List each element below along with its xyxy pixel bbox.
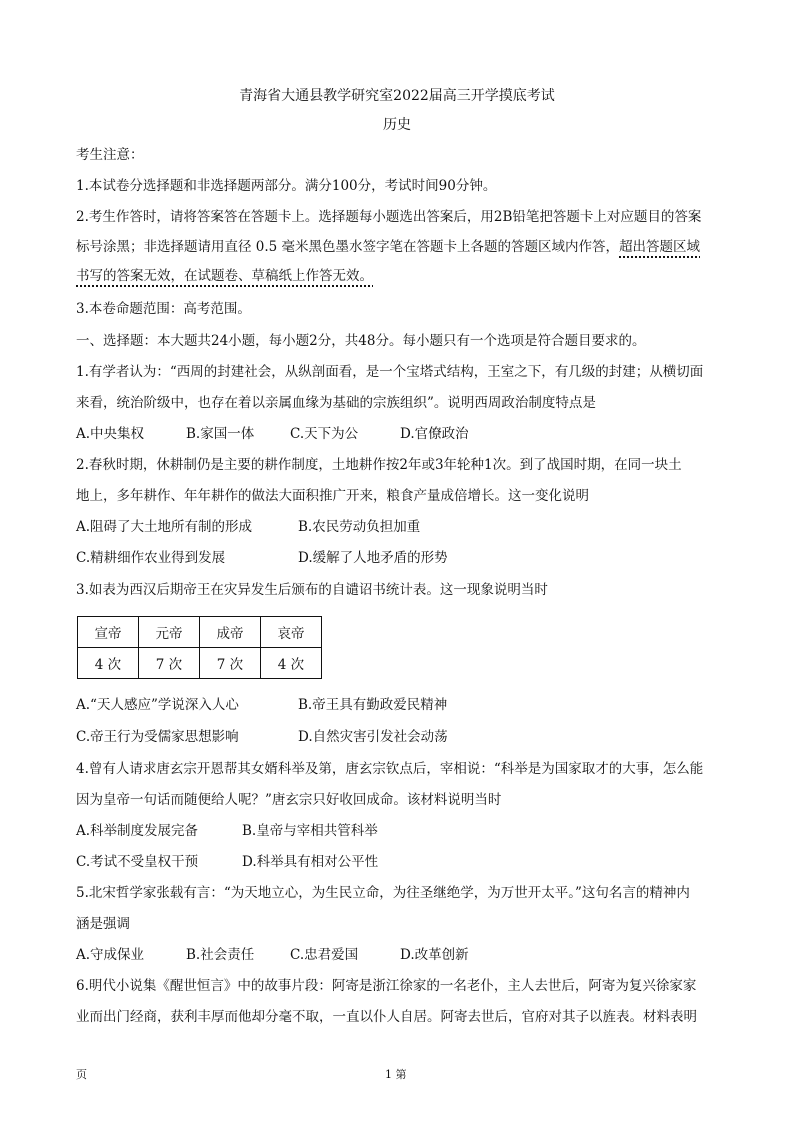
option-a: A.守成保业	[76, 947, 145, 963]
question-stem: 5.北宋哲学家张载有言：“为天地立心，为生民立命，为往圣继绝学，为万世开太平。”这句名言的精神内	[76, 885, 690, 901]
option-b: B.家国一体	[186, 426, 255, 442]
question-stem: 因为皇帝一句话而随便给人呢？”唐玄宗只好收回成命。该材料说明当时	[76, 792, 502, 808]
option-c: C.天下为公	[290, 426, 359, 442]
notice-item: 3.本卷命题范围：高考范围。	[76, 301, 251, 317]
option-c: C.帝王行为受儒家思想影响	[76, 729, 239, 745]
option-d: D.缓解了人地矛盾的形势	[298, 550, 448, 566]
table-header-cell: 哀帝	[261, 617, 322, 648]
question-options	[76, 696, 447, 714]
notice-heading: 考生注意：	[76, 147, 144, 163]
table-cell: 7 次	[200, 648, 261, 679]
subject-title: 历史	[383, 117, 411, 133]
question-options	[76, 853, 378, 871]
notice-item: 2.考生作答时，请将答案答在答题卡上。选择题每小题选出答案后，用2B铅笔把答题卡上对应题目的答案	[76, 209, 702, 225]
question-options	[76, 549, 448, 567]
option-a: A.中央集权	[76, 426, 145, 442]
option-c: C.精耕细作农业得到发展	[76, 550, 226, 566]
notice-item	[76, 238, 700, 256]
option-b: B.农民劳动负担加重	[298, 519, 421, 535]
table-cell: 7 次	[139, 648, 200, 679]
option-d: D.改革创新	[400, 947, 469, 963]
option-b: B.帝王具有勤政爱民精神	[298, 697, 448, 713]
emphasis-text: 超出答题区域	[619, 239, 701, 255]
option-b: B.皇帝与宰相共管科举	[242, 823, 378, 839]
question-options	[76, 728, 448, 746]
option-c: C.忠君爱国	[290, 947, 359, 963]
question-stem: 4.曾有人请求唐玄宗开恩帮其女婿科举及第，唐玄宗钦点后，宰相说：“科举是为国家取才的大事，怎么能	[76, 761, 704, 777]
table-row	[78, 648, 322, 679]
emperor-edict-table	[77, 616, 322, 679]
exam-title: 青海省大通县教学研究室2022届高三开学摸底考试	[239, 88, 555, 104]
table-header-cell: 宣帝	[78, 617, 139, 648]
option-d: D.科举具有相对公平性	[242, 854, 379, 870]
question-stem: 业而出门经商，获利丰厚而他却分毫不取，一直以仆人自居。阿寄去世后，官府对其子以旌表。材料表明	[76, 1009, 697, 1025]
question-options	[76, 518, 420, 536]
question-options	[76, 425, 469, 443]
table-cell: 4 次	[261, 648, 322, 679]
option-c: C.考试不受皇权干预	[76, 854, 199, 870]
notice-item-emphasis: 书写的答案无效，在试题卷、草稿纸上作答无效。	[76, 268, 373, 284]
option-a: A.阻碍了大土地所有制的形成	[76, 519, 253, 535]
option-a: A.科举制度发展完备	[76, 823, 199, 839]
question-stem: 3.如表为西汉后期帝王在灾异发生后颁布的自谴诏书统计表。这一现象说明当时	[76, 582, 548, 598]
question-stem: 1.有学者认为：“西周的封建社会，从纵剖面看，是一个宝塔式结构，王室之下，有几级的封建；从横切面	[76, 364, 704, 380]
table-header-cell: 元帝	[139, 617, 200, 648]
footer-left: 页	[76, 1068, 87, 1081]
option-d: D.官僚政治	[400, 426, 469, 442]
question-stem: 来看，统治阶级中，也存在着以亲属血缘为基础的宗族组织”。说明西周政治制度特点是	[76, 395, 596, 411]
page-number: 1 第	[385, 1068, 407, 1081]
question-stem: 涵是强调	[76, 916, 130, 932]
table-header-cell: 成帝	[200, 617, 261, 648]
table-header-row	[78, 617, 322, 648]
option-a: A.“天人感应”学说深入人心	[76, 697, 239, 713]
notice-text: 标号涂黑；非选择题请用直径 0.5 毫米黑色墨水签字笔在答题卡上各题的答题区域内作答，	[76, 239, 620, 255]
question-stem: 6.明代小说集《醒世恒言》中的故事片段：阿寄是浙江徐家的一名老仆，主人去世后，阿寄为复兴徐家家	[76, 978, 697, 994]
option-b: B.社会责任	[186, 947, 255, 963]
question-stem: 2.春秋时期，休耕制仍是主要的耕作制度，土地耕作按2年或3年轮种1次。到了战国时期，在同一块土	[76, 457, 682, 473]
notice-item: 1.本试卷分选择题和非选择题两部分。满分100分，考试时间90分钟。	[76, 178, 497, 194]
question-options	[76, 822, 378, 840]
section-heading: 一、选择题：本大题共24小题，每小题2分，共48分。每小题只有一个选项是符合题目要求的。	[76, 333, 646, 349]
table-cell: 4 次	[78, 648, 139, 679]
question-stem: 地上，多年耕作、年年耕作的做法大面积推广开来，粮食产量成倍增长。这一变化说明	[76, 488, 589, 504]
option-d: D.自然灾害引发社会动荡	[298, 729, 448, 745]
question-options	[76, 946, 469, 964]
